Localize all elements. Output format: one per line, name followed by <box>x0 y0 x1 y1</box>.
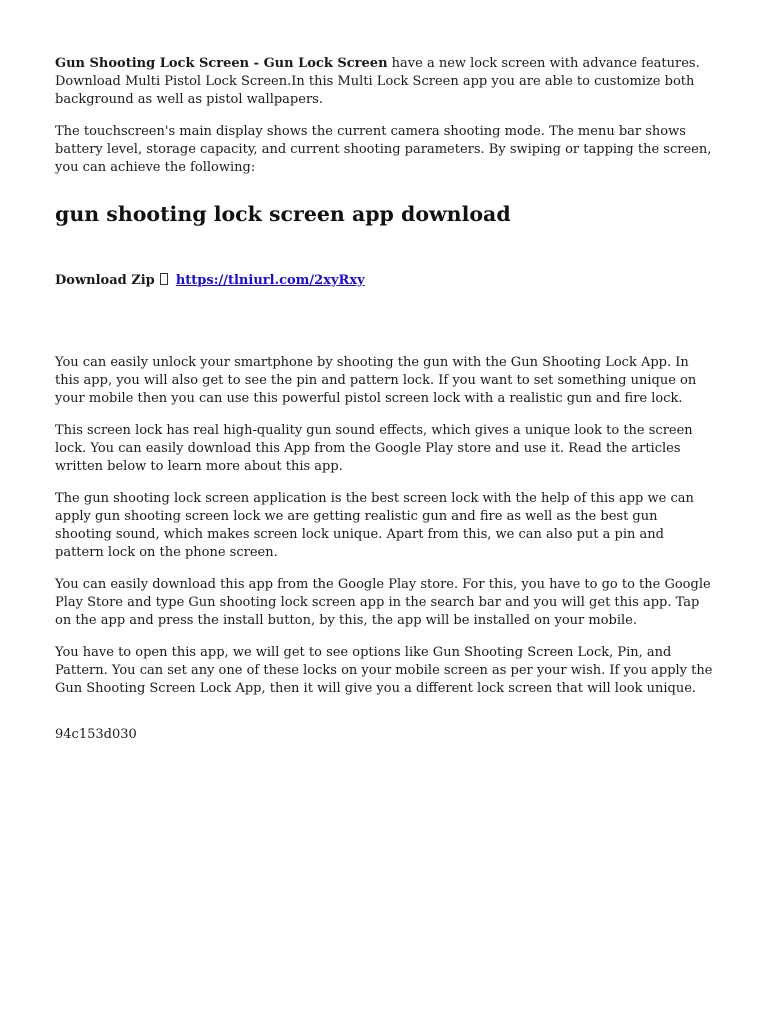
body-paragraph: You can easily download this app from the Google Play store. For this, you have to go to the Google Play Store and type Gun shooting lock screen app in the search bar and you will get this app. Tap on the app and press the install button, by this, the app will be installed on your mobile. <box>55 577 711 628</box>
download-line <box>55 272 715 290</box>
missing-glyph-icon <box>160 273 168 285</box>
body-paragraph: The gun shooting lock screen application is the best screen lock with the help of this app we can apply gun shooting screen lock we are getting realistic gun and fire as well as the best gun shooting sound, which makes screen lock unique. Apart from this, we can also put a pin and pattern lock on the phone screen. <box>55 491 694 560</box>
document-page <box>55 55 715 758</box>
intro-paragraph <box>55 55 715 109</box>
body-paragraph: This screen lock has real high-quality gun sound effects, which gives a unique look to the screen lock. You can easily download this App from the Google Play store and use it. Read the articles written below to learn more about this app. <box>55 423 693 474</box>
camera-paragraph: The touchscreen's main display shows the current camera shooting mode. The menu bar shows battery level, storage capacity, and current shooting parameters. By swiping or tapping the screen, you can achieve the following: <box>55 124 712 175</box>
download-label: Download Zip <box>55 273 155 288</box>
download-link[interactable]: https://tlniurl.com/2xyRxy <box>175 273 365 288</box>
body-section <box>55 354 715 698</box>
intro-text: have a new lock screen with advance features. Download Multi Pistol Lock Screen.In this Multi Lock Screen app you are able to customize both background as well as pistol wallpapers. <box>55 56 700 107</box>
hash-text: 94c153d030 <box>55 727 137 742</box>
body-paragraph: You can easily unlock your smartphone by shooting the gun with the Gun Shooting Lock App. In this app, you will also get to see the pin and pattern lock. If you want to set something unique on your mobile then you can use this powerful pistol screen lock with a realistic gun and fire lock. <box>55 355 697 406</box>
body-paragraph: You have to open this app, we will get to see options like Gun Shooting Screen Lock, Pin, and Pattern. You can set any one of these locks on your mobile screen as per your wish. If you apply the Gun Shooting Screen Lock App, then it will give you a different lock screen that will look unique. <box>55 645 713 696</box>
intro-bold-title: Gun Shooting Lock Screen - Gun Lock Screen <box>55 56 388 71</box>
page-heading: gun shooting lock screen app download <box>55 202 511 226</box>
